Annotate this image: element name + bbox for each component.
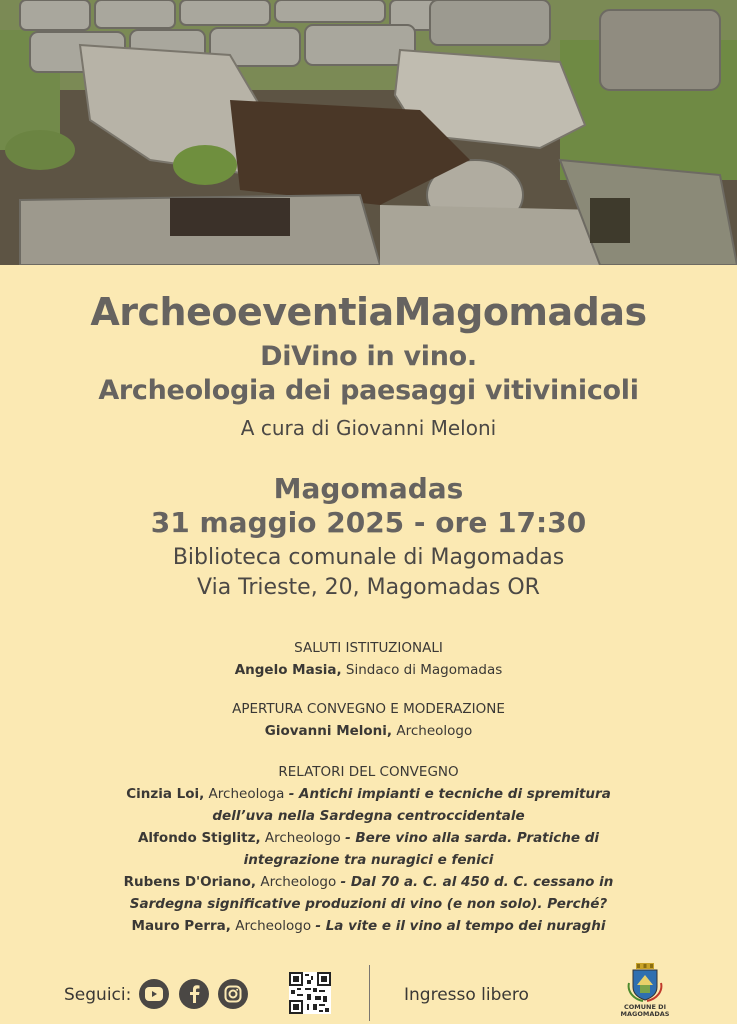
follow-label: Seguici:	[64, 985, 132, 1005]
speaker-role: Archeologo	[256, 874, 341, 890]
event-series-title: ArcheoeventiaMagomadas	[90, 290, 647, 334]
facebook-icon[interactable]	[179, 979, 209, 1009]
speaker-talk-continued: integrazione tra nuragici e fenici	[243, 852, 494, 868]
opening-speaker	[20, 720, 717, 742]
speaker-role: Archeologo	[230, 918, 316, 934]
speaker-talk-cont	[20, 805, 717, 827]
footer-divider	[369, 965, 370, 1021]
speaker-item	[20, 915, 717, 937]
event-place: Magomadas	[273, 472, 464, 505]
speaker-name: Cinzia Loi,	[126, 786, 205, 802]
ruins-illustration	[0, 0, 737, 265]
speaker-role: Archeologa	[204, 786, 289, 802]
qr-code[interactable]	[289, 972, 331, 1014]
greetings-heading: SALUTI ISTITUZIONALI	[294, 640, 443, 656]
program-speakers	[20, 761, 717, 937]
speaker-talk-continued: Sardegna significative produzioni di vino (e non solo). Perché?	[129, 896, 608, 912]
speaker-talk: - Bere vino alla sarda. Pratiche di	[345, 830, 600, 846]
speaker-talk-cont	[20, 893, 717, 915]
speaker-talk: - La vite e il vino al tempo dei nuraghi	[315, 918, 606, 934]
crest-caption-line1: COMUNE DI	[624, 1003, 666, 1011]
crest-caption	[612, 1004, 678, 1018]
event-venue: Biblioteca comunale di Magomadas	[172, 545, 565, 570]
event-subtitle-line1: DiVino in vino.	[260, 341, 477, 372]
instagram-icon[interactable]	[218, 979, 248, 1009]
speakers-heading: RELATORI DEL CONVEGNO	[278, 764, 459, 780]
speaker-talk: - Dal 70 a. C. al 450 d. C. cessano in	[340, 874, 614, 890]
event-subtitle-line2: Archeologia dei paesaggi vitivinicoli	[98, 375, 639, 406]
greetings-role: Sindaco di Magomadas	[341, 662, 503, 678]
curator-credit: A cura di Giovanni Meloni	[240, 416, 497, 440]
event-address: Via Trieste, 20, Magomadas OR	[197, 575, 540, 600]
speaker-name: Rubens D'Oriano,	[123, 874, 257, 890]
speaker-role: Archeologo	[260, 830, 346, 846]
municipal-crest-icon	[627, 963, 663, 1003]
opening-role: Archeologo	[392, 723, 473, 739]
crest-caption-line2: MAGOMADAS	[620, 1010, 670, 1018]
event-datetime: 31 maggio 2025 - ore 17:30	[150, 506, 587, 539]
speaker-talk: - Antichi impianti e tecniche di spremitura	[288, 786, 611, 802]
free-entry-label: Ingresso libero	[404, 985, 529, 1005]
speaker-item	[20, 783, 717, 805]
speaker-name: Mauro Perra,	[131, 918, 231, 934]
speaker-name: Alfondo Stiglitz,	[137, 830, 261, 846]
opening-heading: APERTURA CONVEGNO E MODERAZIONE	[232, 701, 505, 717]
speaker-item	[20, 871, 717, 893]
header-photo	[0, 0, 737, 265]
greetings-name: Angelo Masia,	[234, 662, 342, 678]
program-greetings	[20, 637, 717, 681]
opening-name: Giovanni Meloni,	[264, 723, 393, 739]
greetings-speaker	[20, 659, 717, 681]
speaker-talk-continued: dell’uva nella Sardegna centroccidentale	[212, 808, 525, 824]
speaker-item	[20, 827, 717, 849]
program-opening	[20, 698, 717, 742]
speaker-talk-cont	[20, 849, 717, 871]
youtube-icon[interactable]	[139, 979, 169, 1009]
